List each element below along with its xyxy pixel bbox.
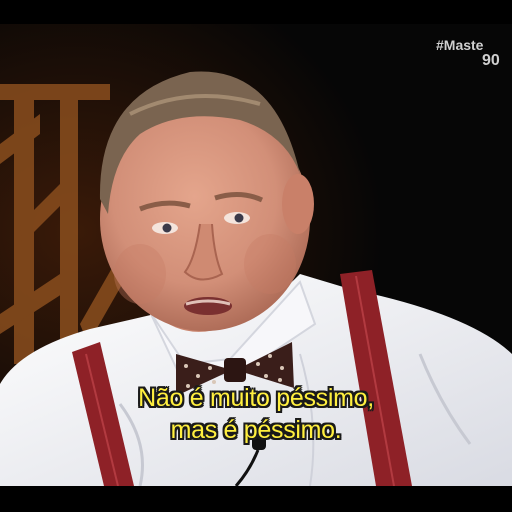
subtitle-line-2: mas é péssimo. [170, 416, 342, 444]
subtitle-line-1: Não é muito péssimo, [138, 384, 374, 412]
subtitle-caption [0, 382, 512, 446]
letterbox-bottom [0, 486, 512, 512]
ear [282, 174, 314, 234]
watermark-tag: #Maste [436, 38, 484, 53]
watermark-number: 90 [482, 51, 500, 69]
letterbox-top [0, 0, 512, 24]
broadcast-watermark [436, 38, 512, 69]
